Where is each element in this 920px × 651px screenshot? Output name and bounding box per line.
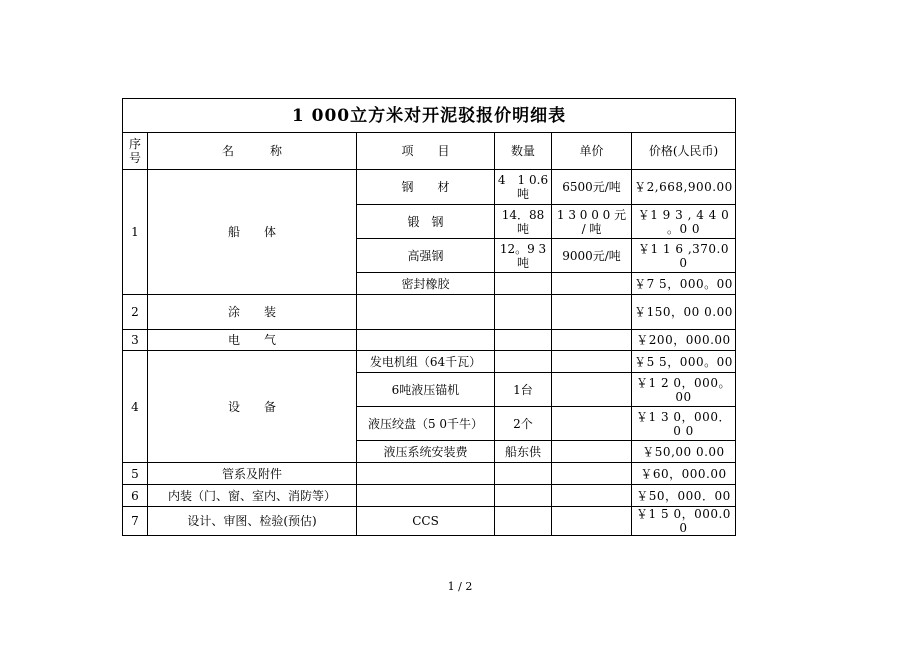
unit-price-cell: [552, 463, 632, 485]
item-cell: 6吨液压锚机: [357, 373, 495, 407]
header-row: [123, 133, 736, 170]
price-cell: ￥1 9 3 , 4 4 0 。0 0: [632, 205, 736, 239]
row-index: 2: [123, 295, 148, 330]
table-row: [123, 507, 736, 536]
unit-price-cell: [552, 373, 632, 407]
price-cell: ￥200，000.00: [632, 330, 736, 351]
qty-cell: [495, 330, 552, 351]
qty-cell: [495, 507, 552, 536]
header-item: 项 目: [357, 133, 495, 170]
qty-cell: 14．88吨: [495, 205, 552, 239]
item-cell: 高强钢: [357, 239, 495, 273]
table-row: [123, 170, 736, 205]
row-index: 6: [123, 485, 148, 507]
price-cell: ￥50,00 0.00: [632, 441, 736, 463]
unit-price-cell: 1 3 0 0 0 元 / 吨: [552, 205, 632, 239]
unit-price-cell: [552, 485, 632, 507]
unit-price-cell: 6500元/吨: [552, 170, 632, 205]
item-cell: 液压绞盘（5 0千牛）: [357, 407, 495, 441]
price-cell: ￥60，000.00: [632, 463, 736, 485]
row-name: 内装（门、窗、室内、消防等）: [148, 485, 357, 507]
item-cell: 发电机组（64千瓦）: [357, 351, 495, 373]
qty-cell: 船东供: [495, 441, 552, 463]
header-qty: 数量: [495, 133, 552, 170]
table-title: 1 000立方米对开泥驳报价明细表: [123, 99, 736, 133]
table-row: [123, 485, 736, 507]
table-row: [123, 330, 736, 351]
row-name: 船 体: [148, 170, 357, 295]
item-cell: [357, 295, 495, 330]
unit-price-cell: [552, 407, 632, 441]
header-price: 价格(人民币): [632, 133, 736, 170]
row-index: 3: [123, 330, 148, 351]
unit-price-cell: [552, 273, 632, 295]
price-cell: ￥150，00 0.00: [632, 295, 736, 330]
price-cell: ￥2,668,900.00: [632, 170, 736, 205]
row-index: 7: [123, 507, 148, 536]
row-name: 电 气: [148, 330, 357, 351]
table-row: [123, 351, 736, 373]
price-cell: ￥5 5，000。00: [632, 351, 736, 373]
price-cell: ￥1 3 0，000．0 0: [632, 407, 736, 441]
item-cell: CCS: [357, 507, 495, 536]
qty-cell: [495, 485, 552, 507]
item-cell: 钢 材: [357, 170, 495, 205]
table-row: [123, 463, 736, 485]
row-name: 设计、审图、检验(预估): [148, 507, 357, 536]
item-cell: [357, 330, 495, 351]
price-cell: ￥50，000．00: [632, 485, 736, 507]
title-row: [123, 99, 736, 133]
qty-cell: [495, 273, 552, 295]
qty-cell: 2个: [495, 407, 552, 441]
price-cell: ￥1 1 6 ,370.00: [632, 239, 736, 273]
qty-cell: [495, 463, 552, 485]
price-cell: ￥7 5，000。00: [632, 273, 736, 295]
row-name: 设 备: [148, 351, 357, 463]
header-index: 序号: [123, 133, 148, 170]
item-cell: 液压系统安装费: [357, 441, 495, 463]
qty-cell: 1台: [495, 373, 552, 407]
row-index: 1: [123, 170, 148, 295]
header-unit-price: 单价: [552, 133, 632, 170]
row-index: 4: [123, 351, 148, 463]
item-cell: 锻 钢: [357, 205, 495, 239]
unit-price-cell: [552, 507, 632, 536]
qty-cell: 4 1 0.6吨: [495, 170, 552, 205]
unit-price-cell: [552, 330, 632, 351]
unit-price-cell: [552, 351, 632, 373]
price-cell: ￥1 2 0，000。00: [632, 373, 736, 407]
row-index: 5: [123, 463, 148, 485]
price-cell: ￥1 5 0，000.00: [632, 507, 736, 536]
row-name: 涂 装: [148, 295, 357, 330]
item-cell: [357, 485, 495, 507]
row-name: 管系及附件: [148, 463, 357, 485]
item-cell: 密封橡胶: [357, 273, 495, 295]
unit-price-cell: 9000元/吨: [552, 239, 632, 273]
qty-cell: [495, 351, 552, 373]
quote-table: [122, 98, 736, 536]
table-row: [123, 295, 736, 330]
qty-cell: [495, 295, 552, 330]
page-number: 1 / 2: [447, 580, 473, 593]
item-cell: [357, 463, 495, 485]
header-name: 名 称: [148, 133, 357, 170]
qty-cell: 12。9 3吨: [495, 239, 552, 273]
unit-price-cell: [552, 295, 632, 330]
unit-price-cell: [552, 441, 632, 463]
